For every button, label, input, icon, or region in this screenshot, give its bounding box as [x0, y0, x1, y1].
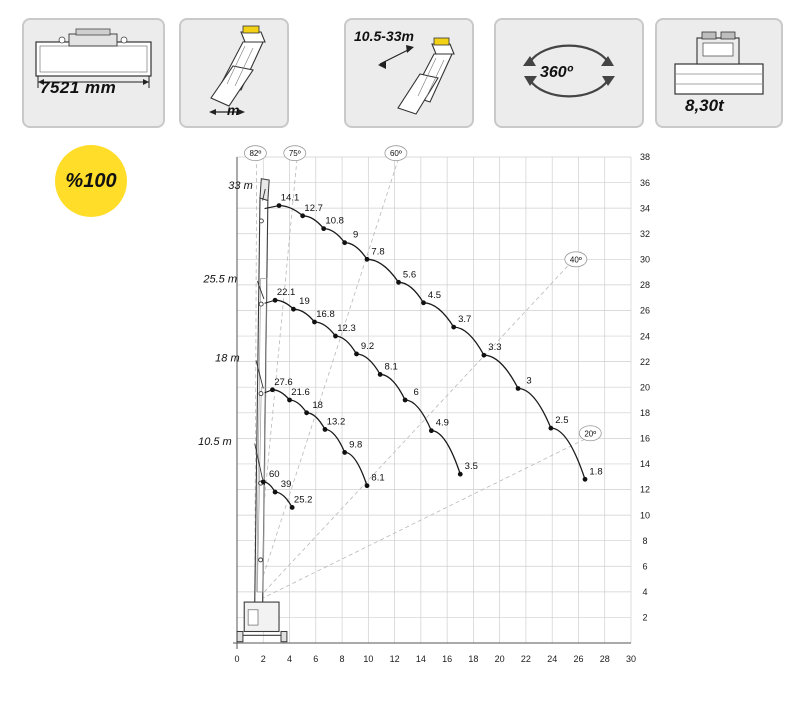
load-point-label: 14.1	[280, 192, 300, 204]
load-point	[365, 483, 370, 488]
load-point-label: 13.2	[326, 416, 346, 428]
chart-grid	[237, 157, 631, 643]
y-tick-label: 2	[642, 612, 648, 623]
load-point	[482, 353, 487, 358]
load-point	[321, 226, 326, 231]
x-tick-label: 2	[260, 654, 266, 664]
y-tick-label: 20	[639, 382, 651, 393]
boom-reach-label: 10.5-33m	[354, 28, 414, 44]
load-point	[342, 240, 347, 245]
load-point	[287, 398, 292, 403]
load-point	[323, 427, 328, 432]
load-point-label: 27.6	[274, 376, 293, 388]
boom-length-labels	[198, 180, 265, 479]
x-tick-label: 20	[494, 654, 505, 664]
crane-cabin	[248, 610, 258, 625]
load-point-label: 10.8	[325, 215, 344, 227]
spec-box-machine-width	[22, 18, 165, 128]
load-point-label: 6	[413, 387, 419, 398]
load-point-label: 12.3	[337, 323, 356, 335]
load-point	[403, 398, 408, 403]
crane-joint	[259, 302, 263, 306]
y-tick-label: 12	[639, 484, 651, 495]
y-tick-label: 24	[639, 331, 651, 342]
load-point	[451, 325, 456, 330]
load-point-label: 12.7	[304, 202, 323, 214]
y-tick-label: 14	[639, 459, 651, 470]
load-point	[458, 472, 463, 477]
load-point-label: 60	[268, 468, 280, 480]
load-point-label: 18	[312, 399, 323, 411]
crane-boom-head	[260, 179, 269, 201]
y-tick-label: 26	[639, 305, 651, 316]
crane-outrigger-pad	[281, 631, 287, 641]
slew-rotation-label: 360º	[540, 64, 573, 81]
angle-label: 75º	[288, 149, 301, 159]
spec-box-boom-reach	[344, 18, 474, 128]
load-point	[300, 213, 305, 218]
machine-width-label: 7521 mm	[40, 78, 117, 97]
y-tick-label: 8	[642, 535, 648, 546]
crane-outrigger-pad	[237, 631, 243, 641]
load-point	[429, 428, 434, 433]
spec-icon-row	[22, 18, 782, 133]
load-point-label: 9.2	[360, 340, 375, 352]
x-tick-label: 12	[389, 654, 400, 664]
x-tick-label: 10	[363, 654, 374, 664]
load-point-label: 3.3	[488, 342, 502, 354]
load-point-label: 3.5	[464, 461, 478, 473]
load-point-label: 21.6	[291, 387, 310, 398]
load-point	[273, 298, 278, 303]
load-chart	[0, 130, 800, 690]
load-point	[290, 505, 295, 510]
x-axis-ticks	[234, 654, 636, 664]
angle-label: 40º	[569, 255, 582, 265]
y-tick-label: 38	[639, 152, 651, 163]
boom-extension-unit-label: m	[227, 102, 240, 118]
crane-joint	[259, 392, 263, 396]
load-point-label: 7.8	[371, 246, 385, 258]
load-point-label: 19	[299, 296, 310, 308]
load-point	[342, 450, 347, 455]
load-point	[312, 320, 317, 325]
y-tick-label: 10	[639, 510, 651, 521]
load-curves	[261, 193, 603, 510]
load-point	[378, 372, 383, 377]
load-point	[583, 477, 588, 482]
load-point-label: 3.7	[458, 314, 472, 326]
x-tick-label: 6	[313, 654, 319, 664]
load-point	[548, 426, 553, 431]
load-point-label: 2.5	[555, 415, 569, 427]
load-point-label: 9.8	[349, 439, 363, 451]
x-tick-label: 0	[234, 654, 240, 664]
boom-length-label: 33 m	[228, 179, 253, 192]
x-tick-label: 24	[547, 654, 558, 664]
load-point-label: 4.9	[435, 417, 449, 429]
load-point	[333, 334, 338, 339]
spec-box-slew	[494, 18, 644, 128]
load-point	[270, 387, 275, 392]
x-tick-label: 8	[339, 654, 345, 664]
load-point-label: 1.8	[589, 466, 603, 478]
counterweight-label: 8,30t	[685, 96, 724, 115]
load-point-label: 39	[280, 479, 292, 491]
load-point	[261, 479, 266, 484]
crane-illustration	[237, 179, 287, 642]
load-point-label: 3	[526, 375, 532, 387]
load-point-label: 4.5	[427, 289, 442, 301]
angle-label: 60º	[389, 149, 402, 159]
y-tick-label: 22	[639, 356, 651, 367]
x-tick-label: 28	[599, 654, 610, 664]
y-tick-label: 36	[639, 177, 651, 188]
y-tick-label: 30	[639, 254, 651, 265]
y-tick-label: 32	[639, 228, 651, 239]
x-tick-label: 14	[415, 654, 426, 664]
machine-width-icon	[24, 20, 163, 126]
load-point	[396, 280, 401, 285]
y-tick-label: 4	[642, 587, 648, 598]
x-tick-label: 30	[625, 654, 637, 664]
x-tick-label: 4	[287, 654, 293, 664]
y-tick-label: 6	[642, 561, 648, 572]
load-point	[354, 352, 359, 357]
load-point-label: 8.1	[384, 361, 398, 373]
load-chart-svg	[0, 130, 800, 690]
load-point-label: 16.8	[316, 308, 335, 320]
load-point	[516, 386, 521, 391]
load-point	[291, 307, 296, 312]
boom-length-label: 18 m	[215, 352, 240, 365]
boom-length-label: 10.5 m	[198, 435, 232, 448]
y-tick-label: 28	[639, 280, 651, 291]
load-point	[277, 203, 282, 208]
load-point-label: 8.1	[371, 472, 385, 484]
load-point-label: 25.2	[293, 494, 313, 506]
load-point-label: 9	[353, 229, 359, 241]
angle-radial-line	[255, 433, 597, 602]
load-point	[421, 300, 426, 305]
angle-label: 20º	[584, 429, 597, 439]
x-tick-label: 26	[573, 654, 584, 664]
crane-joint	[259, 219, 263, 223]
load-point-label: 22.1	[276, 287, 296, 299]
x-tick-label: 16	[442, 654, 453, 664]
angle-label: 82º	[249, 149, 262, 159]
load-percentage-label: %100	[65, 169, 117, 192]
load-point-label: 5.6	[402, 269, 417, 281]
spec-box-boom-extension	[179, 18, 289, 128]
y-axis-ticks	[640, 152, 650, 622]
load-point	[304, 410, 309, 415]
angle-radials	[255, 154, 597, 602]
spec-box-counterweight	[655, 18, 783, 128]
boom-length-label: 25.5 m	[203, 273, 237, 286]
crane-joint	[259, 558, 263, 562]
load-point	[365, 257, 370, 262]
y-tick-label: 34	[639, 203, 651, 214]
x-tick-label: 22	[520, 654, 531, 664]
y-tick-label: 16	[639, 433, 651, 444]
load-point	[273, 490, 278, 495]
x-tick-label: 18	[468, 654, 479, 664]
y-tick-label: 18	[639, 407, 651, 418]
